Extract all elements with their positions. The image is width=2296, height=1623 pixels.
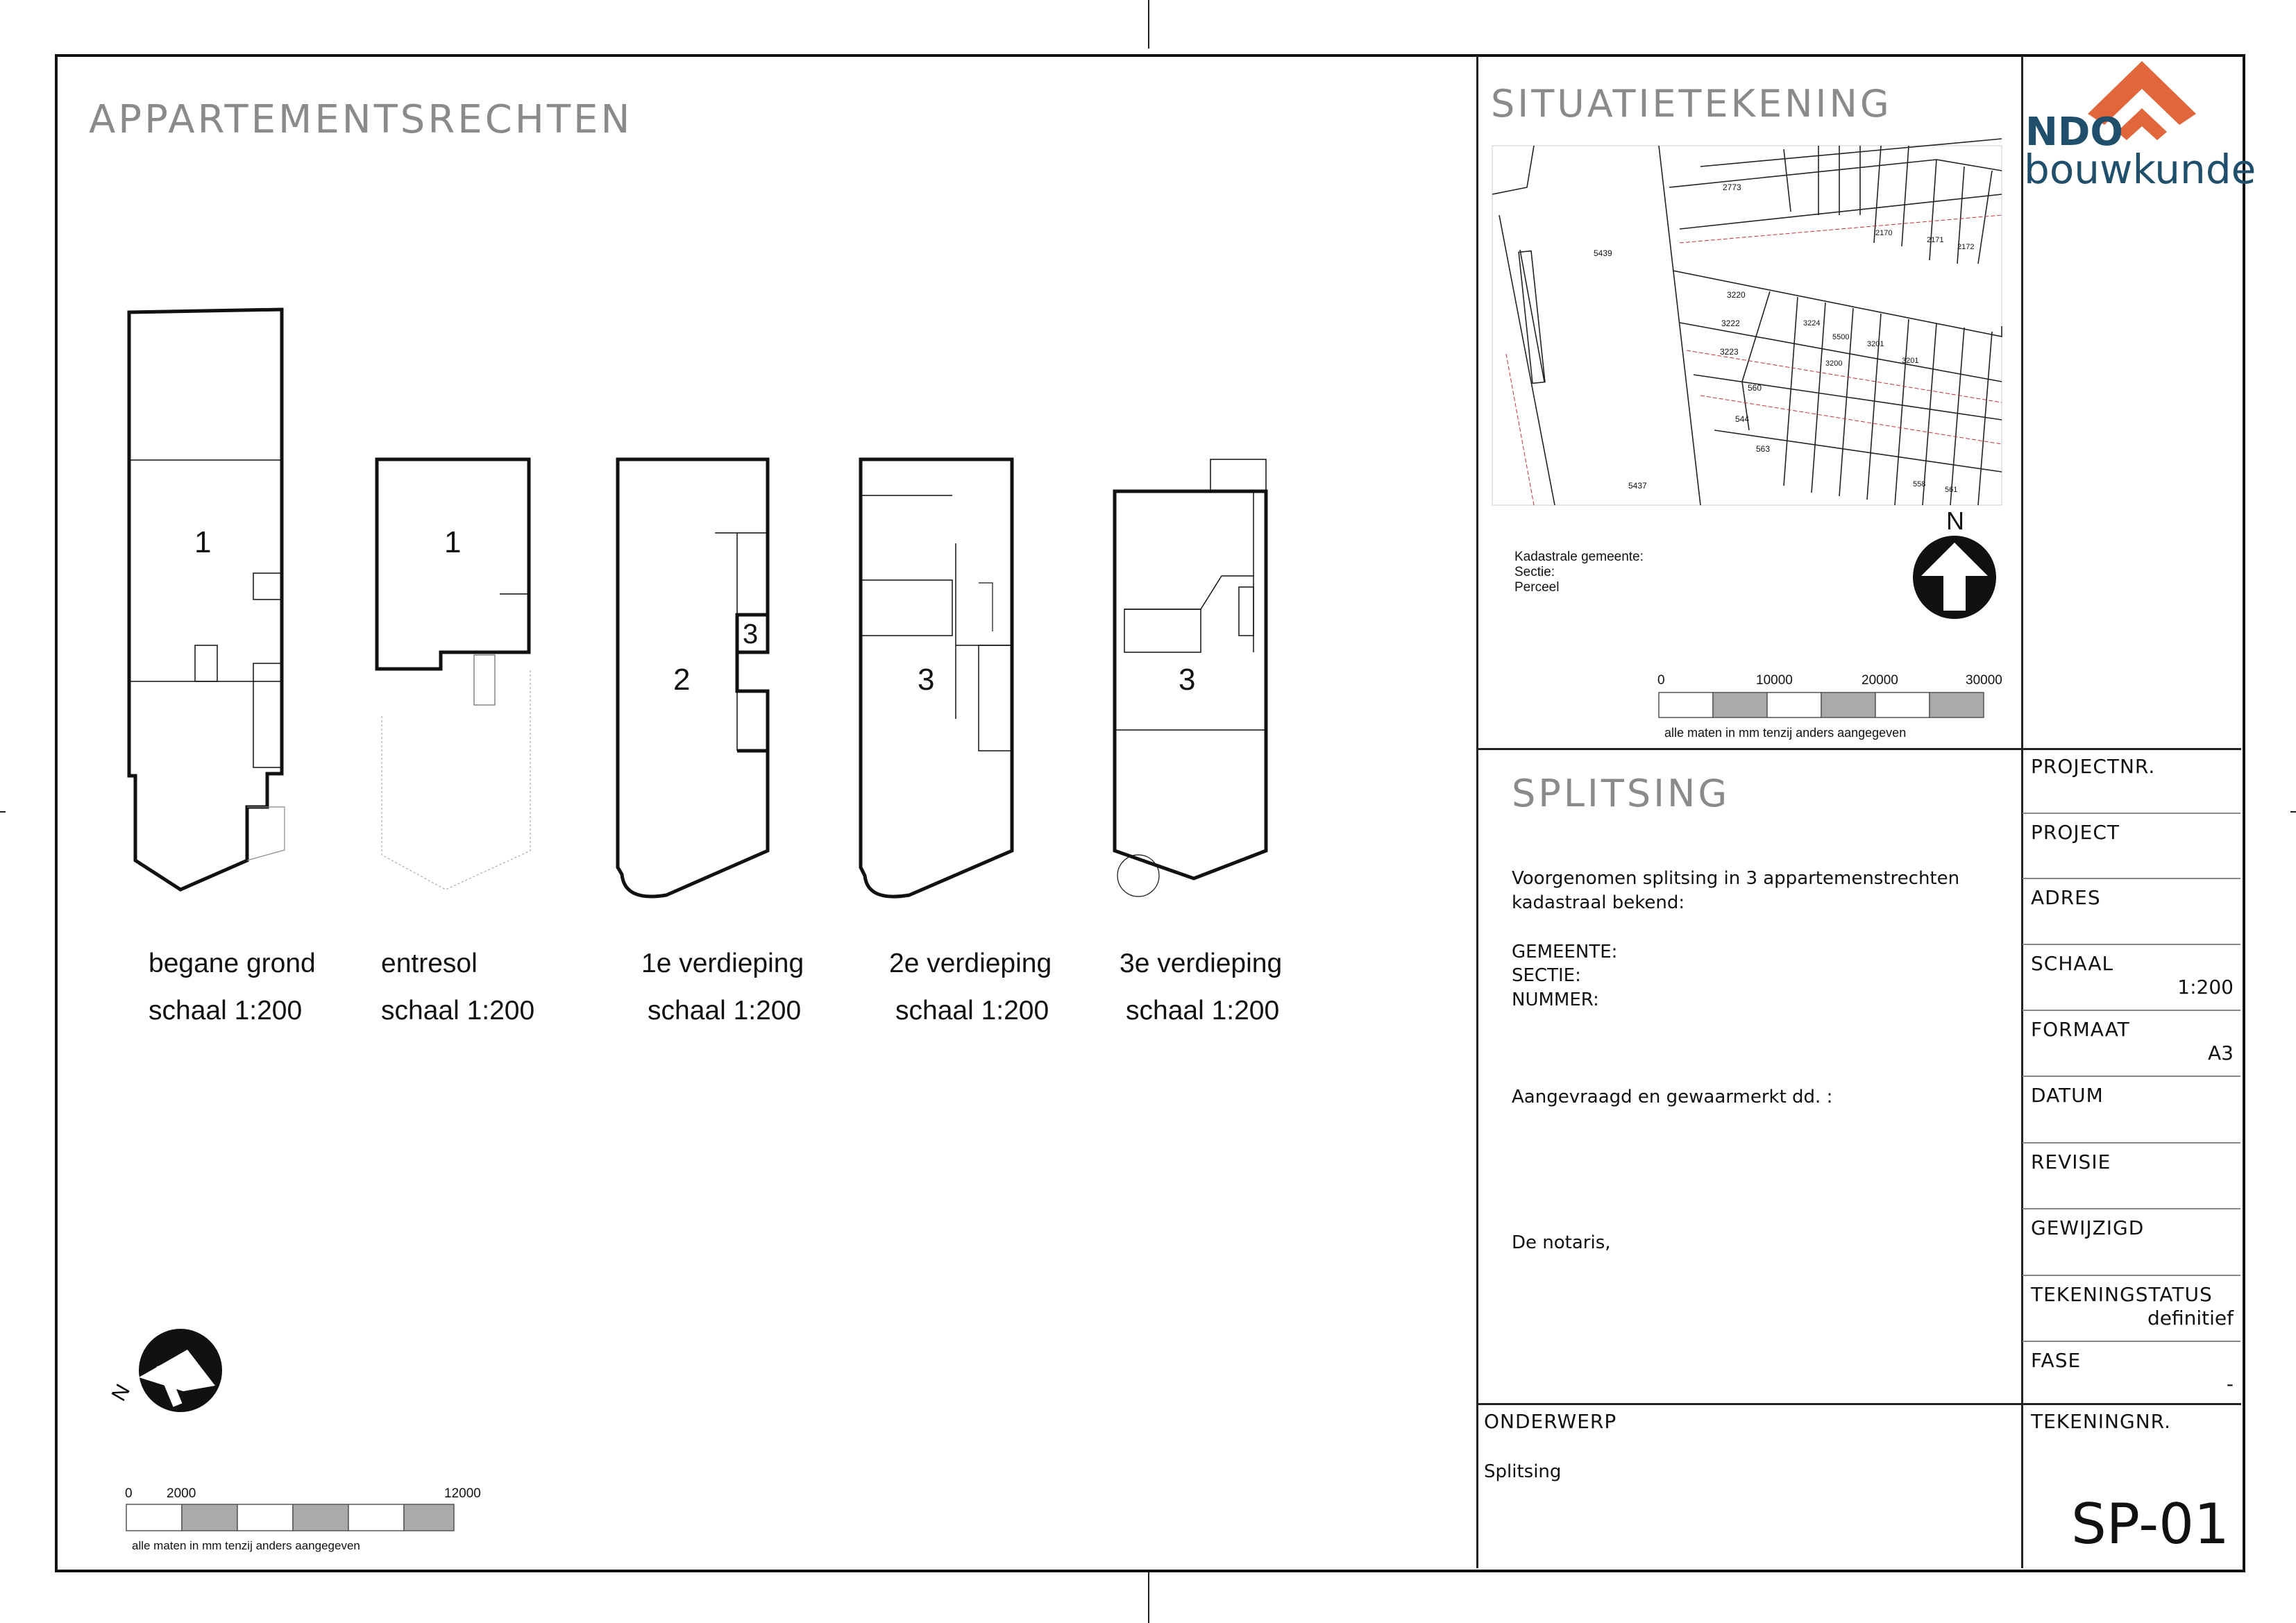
meta-row-gewijzigd xyxy=(2023,1209,2240,1276)
unit-number-begane-grond: 1 xyxy=(194,525,212,559)
parcel-2773: 2773 xyxy=(1723,182,1741,192)
floor-scale-begane-grond: schaal 1:200 xyxy=(149,996,303,1026)
splitsing-field-gemeente: GEMEENTE: xyxy=(1512,942,1618,962)
parcel-561: 561 xyxy=(1945,486,1958,494)
parcel-3220: 3220 xyxy=(1727,290,1746,300)
scalebar-situatie-label-2: 20000 xyxy=(1862,673,1898,688)
unit-number-3e-verdieping: 3 xyxy=(1179,663,1196,697)
scalebar-situatie-label-3: 30000 xyxy=(1966,673,2002,688)
svg-text:N: N xyxy=(107,1380,135,1405)
unit-number-1e-verdieping: 2 xyxy=(673,663,691,697)
scalebar-situatie-note: alle maten in mm tenzij anders aangegeven xyxy=(1664,726,1907,740)
splitsing-requested: Aangevraagd en gewaarmerkt dd. : xyxy=(1512,1087,1833,1107)
meta-row-fase xyxy=(2023,1342,2240,1407)
meta-row-datum xyxy=(2023,1077,2240,1144)
floor-name-3e-verdieping: 3e verdieping xyxy=(1120,949,1283,978)
floor-name-begane-grond: begane grond xyxy=(149,949,316,978)
plan-entresol xyxy=(377,459,530,890)
meta-label-gewijzigd: GEWIJZIGD xyxy=(2031,1216,2145,1239)
parcel-558: 558 xyxy=(1913,480,1926,488)
plan-1e-verdieping xyxy=(618,459,768,897)
splitsing-intro-1: Voorgenomen splitsing in 3 appartemenstrechten xyxy=(1512,868,1960,889)
divider-main xyxy=(1476,56,1478,1568)
meta-label-projectnr: PROJECTNR. xyxy=(2031,755,2156,778)
unit-number-entresol: 1 xyxy=(444,525,462,559)
meta-row-schaal xyxy=(2023,945,2240,1011)
scalebar-left xyxy=(126,1504,459,1532)
meta-label-formaat: FORMAAT xyxy=(2031,1018,2130,1041)
kadaster-sectie: Sectie: xyxy=(1514,565,1555,579)
meta-label-tekeningstatus: TEKENINGSTATUS xyxy=(2031,1283,2213,1306)
meta-value-formaat: A3 xyxy=(2208,1042,2234,1064)
logo-ndo: NDO xyxy=(2025,110,2123,155)
parcel-544: 544 xyxy=(1735,414,1750,424)
scalebar-situatie-label-0: 0 xyxy=(1657,673,1665,688)
onderwerp-value: Splitsing xyxy=(1484,1461,1562,1482)
floor-name-entresol: entresol xyxy=(381,949,478,978)
floor-scale-2e-verdieping: schaal 1:200 xyxy=(895,996,1049,1026)
meta-label-schaal: SCHAAL xyxy=(2031,952,2114,975)
parcel-2170: 2170 xyxy=(1875,229,1893,237)
meta-row-adres xyxy=(2023,879,2240,945)
parcel-5437: 5437 xyxy=(1628,481,1647,491)
onderwerp-label: ONDERWERP xyxy=(1484,1410,1617,1433)
scalebar-left-label-1: 2000 xyxy=(167,1486,196,1501)
floor-scale-entresol: schaal 1:200 xyxy=(381,996,535,1026)
unit-number-2e-verdieping: 3 xyxy=(918,663,935,697)
floor-scale-1e-verdieping: schaal 1:200 xyxy=(648,996,802,1026)
meta-label-project: PROJECT xyxy=(2031,821,2120,844)
plan-2e-verdieping xyxy=(861,459,1012,897)
meta-value-tekeningstatus: definitief xyxy=(2147,1307,2234,1329)
meta-row-formaat xyxy=(2023,1011,2240,1077)
meta-label-fase: FASE xyxy=(2031,1349,2082,1372)
floor-plans xyxy=(0,0,1388,971)
meta-label-datum: DATUM xyxy=(2031,1084,2104,1107)
meta-row-project xyxy=(2023,814,2240,879)
situatie-title: SITUATIETEKENING xyxy=(1491,82,1892,126)
parcel-3200: 3200 xyxy=(1825,359,1843,368)
splitsing-title: SPLITSING xyxy=(1512,772,1730,815)
splitsing-field-nummer: NUMMER: xyxy=(1512,989,1599,1010)
meta-row-tekeningstatus xyxy=(2023,1276,2240,1342)
kadaster-gemeente: Kadastrale gemeente: xyxy=(1514,550,1644,564)
meta-value-fase: - xyxy=(2226,1373,2234,1395)
page-title: APPARTEMENTSRECHTEN xyxy=(89,97,633,142)
plan-begane-grond xyxy=(129,309,285,890)
parcel-2172: 2172 xyxy=(1957,243,1975,251)
situatie-north-label: N xyxy=(1946,507,1964,535)
floor-name-2e-verdieping: 2e verdieping xyxy=(889,949,1052,978)
north-arrow-situatie-icon xyxy=(1911,534,1998,620)
parcel-5439: 5439 xyxy=(1594,248,1612,258)
parcel-3224: 3224 xyxy=(1803,319,1821,328)
north-arrow-plans-icon xyxy=(107,1322,229,1419)
situatie-map xyxy=(1492,146,2002,505)
crop-mark-bottom xyxy=(1148,1572,1149,1623)
floor-scale-3e-verdieping: schaal 1:200 xyxy=(1126,996,1280,1026)
parcel-3201: 3201 xyxy=(1867,340,1884,348)
scalebar-left-label-2: 12000 xyxy=(444,1486,481,1501)
splitsing-notary: De notaris, xyxy=(1512,1232,1611,1253)
meta-label-adres: ADRES xyxy=(2031,886,2101,909)
meta-label-revisie: REVISIE xyxy=(2031,1150,2111,1173)
meta-value-schaal: 1:200 xyxy=(2177,976,2234,999)
scalebar-situatie xyxy=(1659,692,1992,720)
parcel-2171: 2171 xyxy=(1927,236,1944,244)
meta-row-projectnr xyxy=(2023,749,2240,814)
scalebar-situatie-label-1: 10000 xyxy=(1756,673,1793,688)
parcel-3223: 3223 xyxy=(1720,347,1739,357)
scalebar-left-label-0: 0 xyxy=(125,1486,133,1501)
meta-row-revisie xyxy=(2023,1144,2240,1209)
parcel-3222: 3222 xyxy=(1721,318,1740,328)
meta-table xyxy=(2023,749,2240,1407)
parcel-3201b: 3201 xyxy=(1902,357,1919,365)
kadaster-perceel: Perceel xyxy=(1514,580,1560,595)
parcel-563: 563 xyxy=(1756,444,1771,454)
tekeningnr-label: TEKENINGNR. xyxy=(2031,1410,2171,1433)
crop-mark-right xyxy=(2290,811,2296,813)
tekeningnr-value: SP-01 xyxy=(2071,1492,2229,1556)
splitsing-intro-2: kadastraal bekend: xyxy=(1512,892,1685,913)
unit-number-1e-verdieping-extra: 3 xyxy=(743,619,759,649)
floor-name-1e-verdieping: 1e verdieping xyxy=(641,949,804,978)
parcel-5500: 5500 xyxy=(1832,333,1850,341)
parcel-560: 560 xyxy=(1748,383,1762,393)
scalebar-left-note: alle maten in mm tenzij anders aangegeven xyxy=(132,1539,360,1552)
logo-bouwkunde: bouwkunde xyxy=(2024,146,2256,193)
splitsing-field-sectie: SECTIE: xyxy=(1512,965,1581,986)
